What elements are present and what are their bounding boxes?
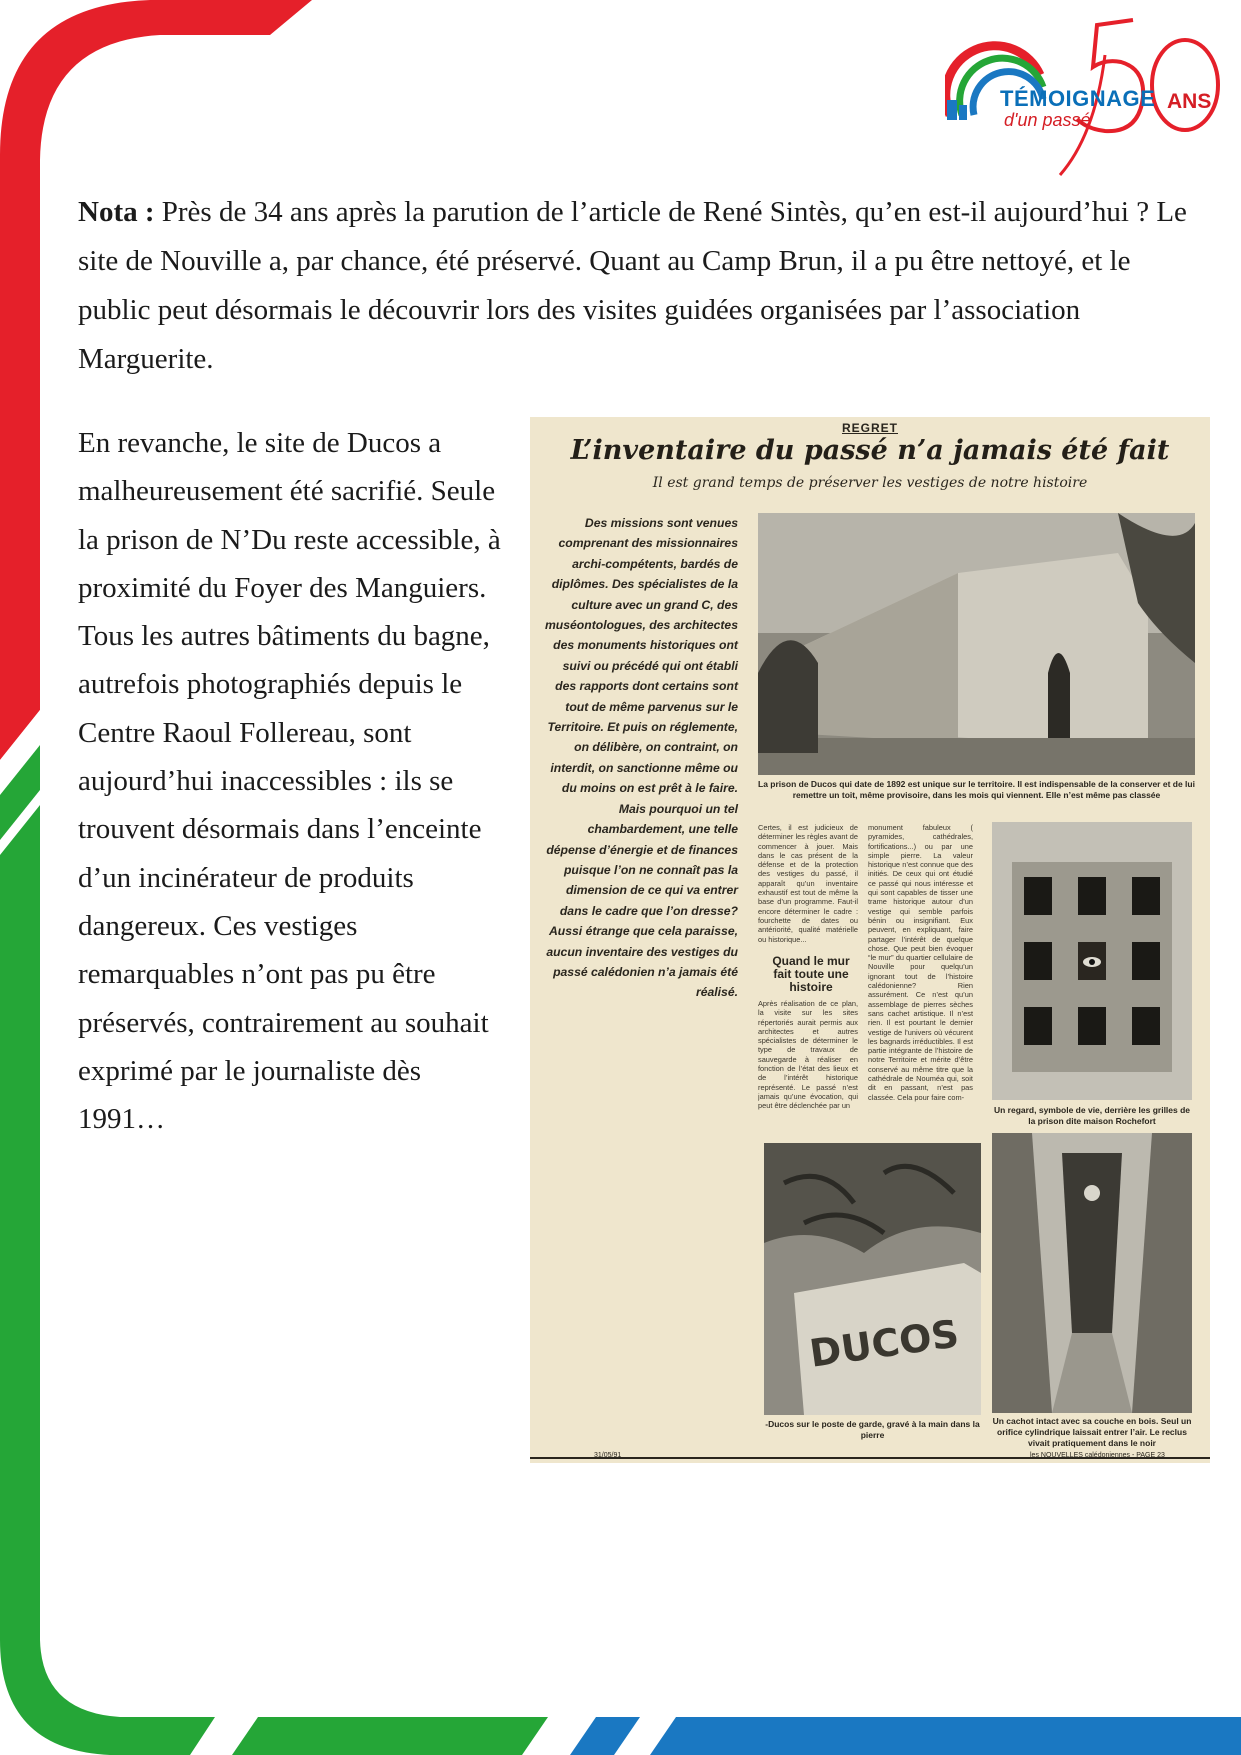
logo-title: TÉMOIGNAGE <box>1000 86 1156 111</box>
footer-date: 31/05/91 <box>594 1452 622 1459</box>
article-column-1b: Après réalisation de ce plan, la visite sur les sites répertoriés aurait permis aux architectes et autres spécialistes de déterminer le type de travaux de sauvegarde à réaliser en fonction de l’état des lieux et de l’intérêt historique représenté. Le passé n’est jamais qu’une évocation, qui peut être déclenchée par un <box>758 999 858 1111</box>
caption-cachot: Un cachot intact avec sa couche en bois. Seul un orifice cylindrique laissait entrer l’air. Le reclus vivait pratiquement dans le noir <box>992 1416 1192 1448</box>
body-paragraph: En revanche, le site de Ducos a malheureusement été sacrifié. Seule la prison de N’Du reste accessible, à proximité du Foyer des Manguiers. Tous les autres bâtiments du bagne, autrefois photographiés depuis le Centre Raoul Follereau, sont aujourd’hui inaccessibles : ils se trouvent désormais dans l’enceinte d’un incinérateur de produits dangereux. Ces vestiges remarquables n’ont pas pu être préservés, contrairement au souhait exprimé par le journaliste dès 1991… <box>78 427 501 1136</box>
nota-text: Près de 34 ans après la parution de l’article de René Sintès, qu’en est-il aujourd’hui ? Le site de Nouville a, par chance, été préservé. Quant au Camp Brun, il a pu être nettoyé, et le public peut désormais le découvrir lors des visites guidées organisées par l’association Marguerite. <box>78 196 1187 375</box>
clipping-subheadline: Il est grand temps de préserver les vestiges de notre histoire <box>652 475 1088 491</box>
caption-ducos-sign: -Ducos sur le poste de garde, gravé à la main dans la pierre <box>765 1419 980 1440</box>
article-column-2: monument fabuleux ( pyramides, cathédrales, fortifications...) ou par une simple pierre. La valeur historique n’est connue que des initiés. De ceux qui ont étudié ce passé qui nous intéresse et qui sont capables de tisser une trame historique autour d’un vestige qui semble parfois bénin ou insignifiant. Eux peuvent, en expliquant, faire partager l’intérêt de quelque chose. Que peut bien évoquer “le mur” du quartier cellulaire de Nouville pour quelqu’un ignorant tout de l’histoire calédonienne? Rien assurément. Ce n’est qu’un assemblage de pierres sèches sans cachet artistique. Il n’est rien. Il est pourtant le dernier vestige de l’univers où vécurent les bagnards irréductibles. Il est partie intégrante de l’histoire de notre Territoire et mérite d’être conservé au même titre que la cathédrale de Nouméa qui, soit dit en passant, n’est pas classée. Cela pour faire com- <box>868 823 973 1102</box>
ducos-sign-text: DUCOS <box>806 1311 962 1376</box>
nota-paragraph <box>78 188 1203 384</box>
logo-subtitle: d'un passé <box>1004 110 1091 130</box>
article-column-1: Certes, il est judicieux de déterminer les règles avant de commencer à jouer. Mais dans le cas présent de la défense et de la protection des vestiges du passé, il apparaît qu’un inventaire exhaustif est tout de même la base d’un programme. Faut-il encore déterminer le cadre : fourchette de dates ou antériorité, qualité matérielle ou historique... <box>758 823 858 944</box>
grille-photo <box>992 822 1192 1100</box>
clipping-headline: L’inventaire du passé n’a jamais été fait <box>570 435 1170 466</box>
ducos-sign-photo <box>764 1143 981 1415</box>
frame-blue-bottom-2 <box>650 1717 1241 1755</box>
clipping-rubric: REGRET <box>841 421 898 435</box>
newspaper-clipping <box>530 417 1210 1463</box>
prison-photo <box>758 513 1195 775</box>
frame-green-bottom <box>232 1717 548 1755</box>
frame-blue-bottom-1 <box>570 1717 640 1755</box>
caption-prison: La prison de Ducos qui date de 1892 est unique sur le territoire. Il est indispensable de la conserver et de lui remettre un toit, même provisoire, dans les mois qui viennent. Elle n’est même pas classée <box>758 779 1195 800</box>
clipping-lead: Des missions sont venues comprenant des missionnaires archi-compétents, bardés de diplômes. Des spécialistes de la culture avec un grand C, des muséontologues, des architectes des monuments historiques ont suivi ou précédé qui ont établi des rapports dont certains sont tout de même parvenus sur le Territoire. Et puis on réglemente, on délibère, on contraint, on interdit, on sanctionne même ou du moins on est prêt à le faire. Mais pourquoi un tel chambardement, une telle dépense d’énergie et de finances puisque l’on ne connaît pas la dimension de ce qui va entrer dans le cadre que l’on dresse? Aussi étrange que cela paraisse, aucun inventaire des vestiges du passé calédonien n’a jamais été réalisé. <box>544 516 738 1000</box>
caption-grille: Un regard, symbole de vie, derrière les grilles de la prison dite maison Rochefort <box>993 1105 1191 1126</box>
footer-paper: les NOUVELLES calédoniennes - PAGE 23 <box>1030 1452 1165 1459</box>
cachot-photo <box>992 1133 1192 1413</box>
article-subtitle: Quand le mur fait toute une histoire <box>772 954 850 994</box>
nota-label: Nota : <box>78 196 155 228</box>
logo-ans: ANS <box>1167 90 1212 113</box>
